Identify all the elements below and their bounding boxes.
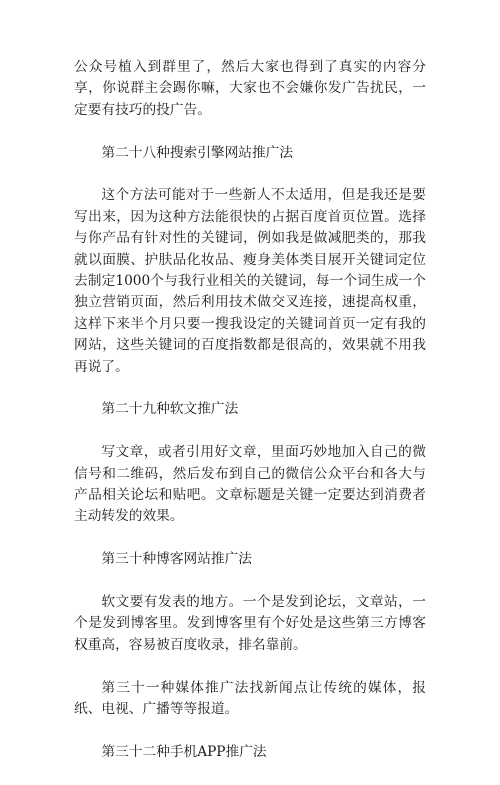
section-28-body: 这个方法可能对于一些新人不太适用，但是我还是要写出来，因为这种方法能很快的占据百度首页位置。选择与你产品有针对性的关键词，例如我是做减肥类的，那我就以面膜、护肤品化妆品、瘦身美体类目展开关键词定位去制定1000个与我行业相关的关键词，每一个词生成一个独立营销页面，然后利用技术做交叉连接，速提高权重，这样下来半个月只要一搜我设定的关键词首页一定有我的网站，这些关键词的百度指数都是很高的，效果就不用我再说了。 [74, 187, 426, 375]
section-30-heading: 第三十种博客网站推广法 [101, 551, 252, 568]
section-29-heading: 第二十九种软文推广法 [101, 401, 239, 418]
section-28-heading: 第二十八种搜索引擎网站推广法 [101, 144, 294, 161]
section-29-body: 写文章，或者引用好文章，里面巧妙地加入自己的微信号和二维码，然后发布到自己的微信公众平台和各大与产品相关论坛和贴吧。文章标题是关键一定要达到消费者主动转发的效果。 [74, 444, 426, 525]
intro-paragraph: 公众号植入到群里了，然后大家也得到了真实的内容分享，你说群主会踢你嘛，大家也不会嫌你发广告扰民，一定要有技巧的投广告。 [74, 59, 426, 118]
section-30-body: 软文要有发表的地方。一个是发到论坛，文章站，一个是发到博客里。发到博客里有个好处是这些第三方博客权重高，容易被百度收录，排名靠前。 [74, 594, 426, 653]
section-32-heading: 第三十二种手机APP推广法 [101, 743, 267, 760]
document-page [74, 57, 426, 785]
section-31-body: 第三十一种媒体推广法找新闻点让传统的媒体，报纸、电视、广播等等报道。 [74, 679, 426, 718]
